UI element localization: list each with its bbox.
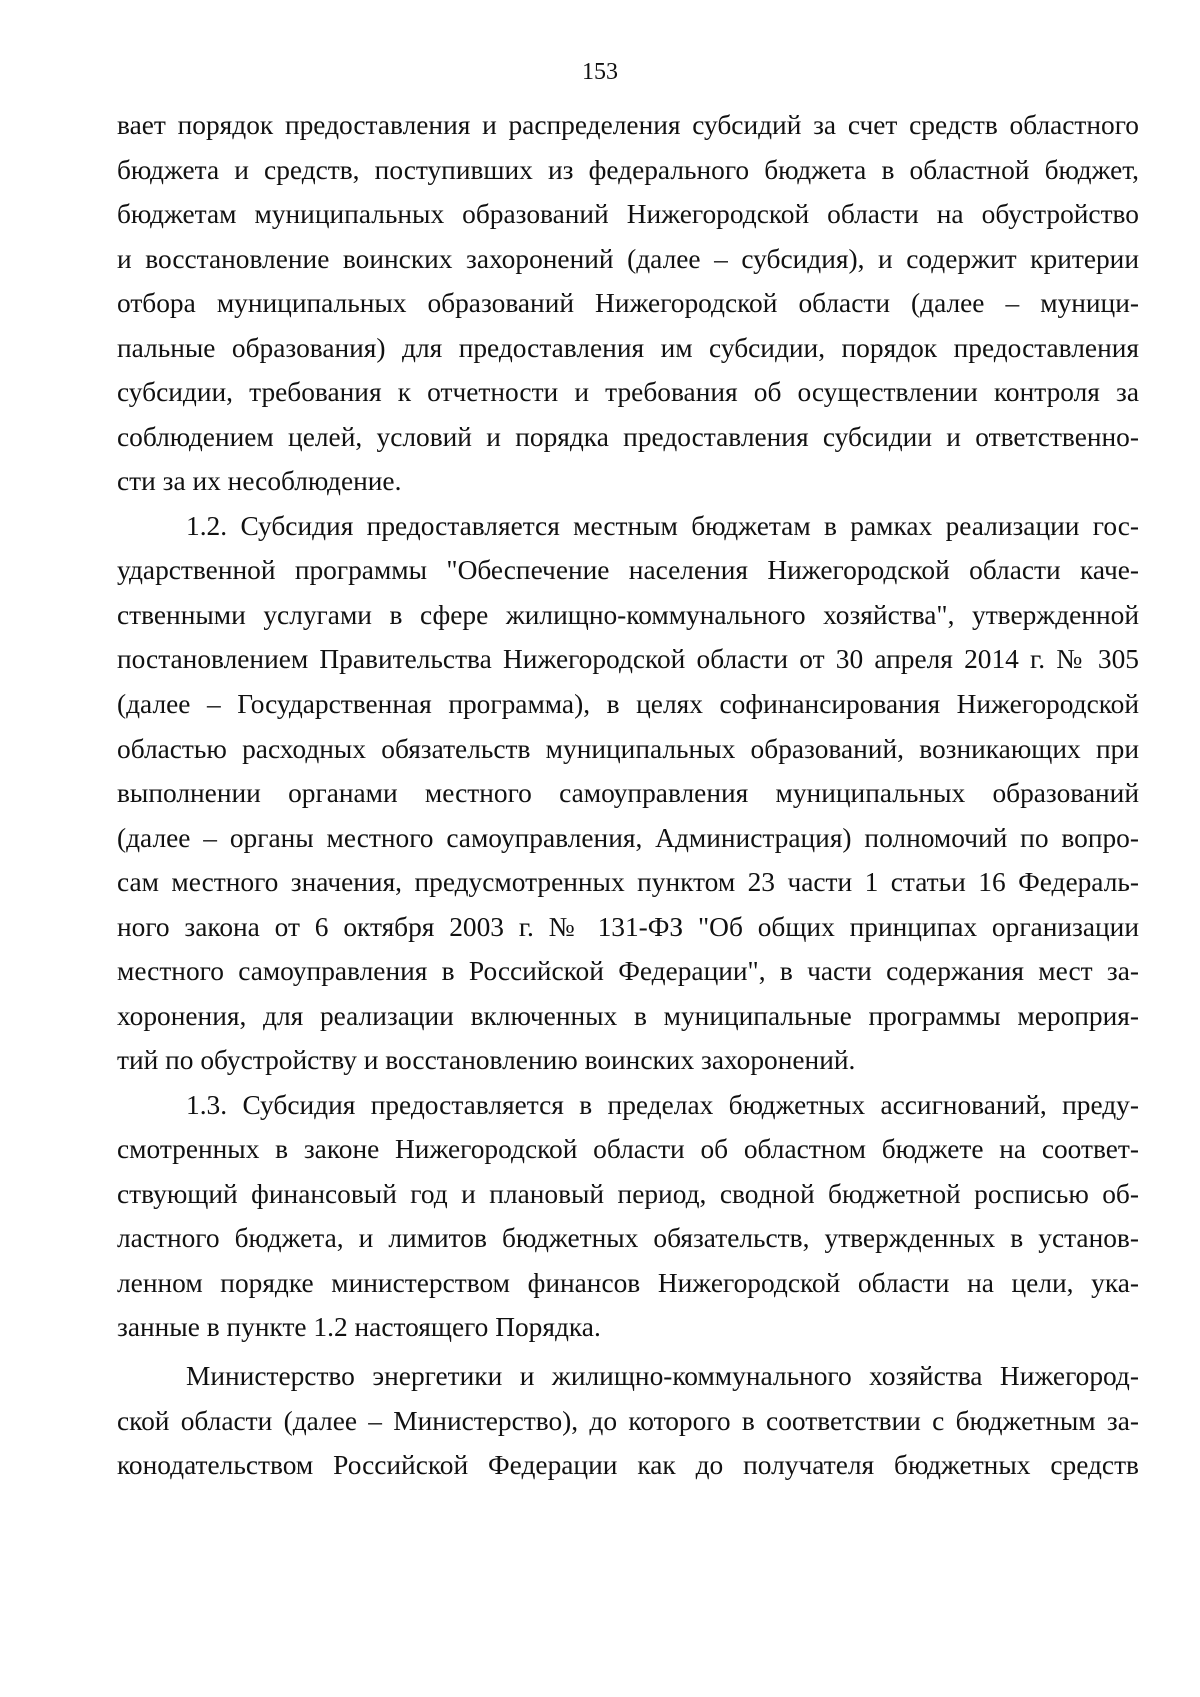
paragraph-3-line-1: 1.3. Субсидия предоставляется в пределах бюджетных ассигнований, преду-	[186, 1090, 1139, 1120]
paragraph-2-line-6: областью расходных обязательств муниципальных образований, возникающих при	[117, 734, 1139, 764]
paragraph-1-line-4: и восстановление воинских захоронений (далее – субсидия), и содержит критерии	[117, 244, 1139, 274]
paragraph-4-line-2: ской области (далее – Министерство), до которого в соответствии с бюджетным за-	[117, 1406, 1139, 1436]
paragraph-2-line-1: 1.2. Субсидия предоставляется местным бюджетам в рамках реализации гос-	[186, 511, 1139, 541]
paragraph-4-line-3: конодательством Российской Федерации как до получателя бюджетных средств	[117, 1450, 1139, 1480]
paragraph-1-line-1: вает порядок предоставления и распределения субсидий за счет средств областного	[117, 110, 1139, 140]
paragraph-3-line-2: смотренных в законе Нижегородской области об областном бюджете на соответ-	[117, 1134, 1139, 1164]
paragraph-2-line-9: сам местного значения, предусмотренных пунктом 23 части 1 статьи 16 Федераль-	[117, 867, 1139, 897]
paragraph-1-line-9: сти за их несоблюдение.	[117, 466, 402, 496]
paragraph-3-line-5: ленном порядке министерством финансов Нижегородской области на цели, ука-	[117, 1268, 1139, 1298]
paragraph-2-line-8: (далее – органы местного самоуправления, Администрация) полномочий по вопро-	[117, 823, 1139, 853]
paragraph-3-line-3: ствующий финансовый год и плановый период, сводной бюджетной росписью об-	[117, 1179, 1139, 1209]
paragraph-2-line-5: (далее – Государственная программа), в целях софинансирования Нижегородской	[117, 689, 1139, 719]
paragraph-1-line-3: бюджетам муниципальных образований Нижегородской области на обустройство	[117, 199, 1139, 229]
paragraph-4-line-1: Министерство энергетики и жилищно-коммунального хозяйства Нижегород-	[186, 1361, 1139, 1391]
paragraph-3-line-6: занные в пункте 1.2 настоящего Порядка.	[117, 1312, 601, 1342]
paragraph-2-line-7: выполнении органами местного самоуправления муниципальных образований	[117, 778, 1139, 808]
paragraph-2-line-3: ственными услугами в сфере жилищно-коммунального хозяйства", утвержденной	[117, 600, 1139, 630]
paragraph-2-line-4: постановлением Правительства Нижегородской области от 30 апреля 2014 г. № 305	[117, 644, 1139, 674]
paragraph-1-line-6: пальные образования) для предоставления им субсидии, порядок предоставления	[117, 333, 1139, 363]
paragraph-2-line-13: тий по обустройству и восстановлению воинских захоронений.	[117, 1045, 856, 1075]
paragraph-1-line-2: бюджета и средств, поступивших из федерального бюджета в областной бюджет,	[117, 155, 1139, 185]
paragraph-1-line-7: субсидии, требования к отчетности и требования об осуществлении контроля за	[117, 377, 1139, 407]
paragraph-1-line-5: отбора муниципальных образований Нижегородской области (далее – муници-	[117, 288, 1139, 318]
paragraph-2-line-11: местного самоуправления в Российской Федерации", в части содержания мест за-	[117, 956, 1139, 986]
paragraph-2-line-10: ного закона от 6 октября 2003 г. № 131-ФЗ "Об общих принципах организации	[117, 912, 1139, 942]
paragraph-2-line-12: хоронения, для реализации включенных в муниципальные программы мероприя-	[117, 1001, 1139, 1031]
paragraph-3-line-4: ластного бюджета, и лимитов бюджетных обязательств, утвержденных в установ-	[117, 1223, 1139, 1253]
paragraph-1-line-8: соблюдением целей, условий и порядка предоставления субсидии и ответственно-	[117, 422, 1139, 452]
page-number: 153	[582, 59, 618, 85]
paragraph-2-line-2: ударственной программы "Обеспечение населения Нижегородской области каче-	[117, 555, 1139, 585]
